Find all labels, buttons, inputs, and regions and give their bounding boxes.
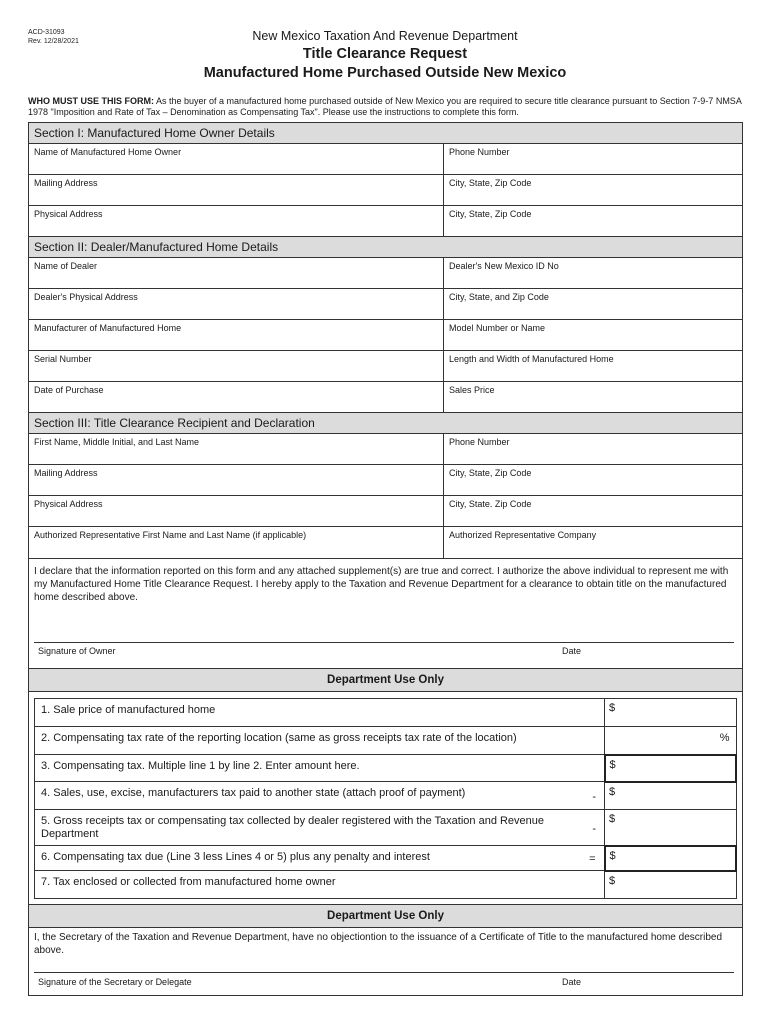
line-2-label	[35, 727, 605, 755]
model-field[interactable]: Model Number or Name	[449, 323, 546, 333]
recipient-physical-city-field[interactable]: City, State. Zip Code	[449, 499, 532, 509]
s3-row-physical	[29, 496, 742, 527]
form-title: Title Clearance Request	[302, 46, 468, 62]
line-6-label	[35, 846, 605, 871]
recipient-physical-address-field[interactable]: Physical Address	[29, 496, 444, 526]
dealer-physical-address-field[interactable]: Dealer's Physical Address	[29, 289, 444, 319]
owner-signature-line[interactable]	[34, 642, 734, 643]
owner-mailing-address-field[interactable]: Mailing Address	[29, 175, 444, 205]
section2-header: Section II: Dealer/Manufactured Home Details	[29, 237, 742, 258]
secretary-statement: I, the Secretary of the Taxation and Revenue Department, have no objectiontion to the issuance of a Certificate of Title to the manufactured home described above.	[34, 932, 723, 956]
form-revision: Rev. 12/28/2021	[28, 38, 79, 45]
s3-row-name	[29, 434, 742, 465]
serial-number-field[interactable]: Serial Number	[29, 351, 444, 381]
line-6-text: 6. Compensating tax due (Line 3 less Lines 4 or 5) plus any penalty and interest	[41, 851, 430, 863]
line-4-operator: -	[592, 791, 596, 803]
line-5-amount[interactable]: $	[605, 810, 737, 846]
section3-header: Section III: Title Clearance Recipient and Declaration	[29, 413, 742, 434]
representative-company-field[interactable]: Authorized Representative Company	[449, 530, 597, 540]
s2-row-serial	[29, 351, 742, 382]
dept-use-header-1: Department Use Only	[29, 668, 742, 692]
s2-row-dealer-address	[29, 289, 742, 320]
line-2-text: 2. Compensating tax rate of the reporting location (same as gross receipts tax rate of the location)	[41, 732, 517, 744]
line-6-amount[interactable]: $	[605, 846, 737, 871]
s1-row-mailing	[29, 175, 742, 206]
line-7-row	[35, 871, 737, 899]
line-3-row	[35, 755, 737, 782]
recipient-mailing-address-field[interactable]: Mailing Address	[29, 465, 444, 495]
s1-row-physical	[29, 206, 742, 237]
secretary-date-label: Date	[562, 977, 582, 987]
form-subtitle: Manufactured Home Purchased Outside New Mexico	[203, 65, 567, 81]
recipient-mailing-city-field[interactable]: City, State, Zip Code	[449, 468, 532, 478]
section1-header: Section I: Manufactured Home Owner Details	[29, 123, 742, 144]
dealer-nm-id-field[interactable]: Dealer's New Mexico ID No	[449, 261, 559, 271]
recipient-phone-field[interactable]: Phone Number	[449, 437, 510, 447]
owner-signature-label: Signature of Owner	[38, 646, 116, 656]
line-7-amount[interactable]: $	[605, 871, 737, 899]
line-5-operator: -	[592, 823, 596, 835]
dealer-name-field[interactable]: Name of Dealer	[29, 258, 444, 288]
agency-name: New Mexico Taxation And Revenue Department	[252, 29, 518, 43]
dealer-city-field[interactable]: City, State, and Zip Code	[449, 292, 549, 302]
owner-name-field[interactable]: Name of Manufactured Home Owner	[29, 144, 444, 174]
line-4-label	[35, 782, 605, 810]
line-1-row	[35, 699, 737, 727]
line-5-text: 5. Gross receipts tax or compensating tax collected by dealer registered with the Taxation and Revenue Department	[41, 815, 545, 840]
s2-row-manufacturer	[29, 320, 742, 351]
line-3-label	[35, 755, 605, 782]
dept-use-header-2: Department Use Only	[29, 904, 742, 928]
line-2-amount[interactable]	[605, 727, 737, 755]
purchase-date-field[interactable]: Date of Purchase	[29, 382, 444, 412]
manufacturer-field[interactable]: Manufacturer of Manufactured Home	[29, 320, 444, 350]
secretary-signature-label: Signature of the Secretary or Delegate	[38, 977, 192, 987]
line-3-amount[interactable]: $	[605, 755, 737, 782]
line-5-row	[35, 810, 737, 846]
owner-mailing-city-field[interactable]: City, State, Zip Code	[449, 178, 532, 188]
sales-price-field[interactable]: Sales Price	[449, 385, 495, 395]
secretary-signature-line[interactable]	[34, 972, 734, 973]
s3-row-mailing	[29, 465, 742, 496]
owner-physical-address-field[interactable]: Physical Address	[29, 206, 444, 236]
declaration-text: I declare that the information reported on this form and any attached supplement(s) are true and correct. I authorize the above individual to represent me with my Manufactured Home Title Clearance Request. I hereby apply to the Taxation and Revenue Department for a clearance to obtain title on the manufactured home described above.	[34, 566, 729, 603]
owner-date-label: Date	[562, 646, 582, 656]
line-6-row	[35, 846, 737, 871]
s1-row-owner	[29, 144, 742, 175]
dept-use-table	[34, 698, 737, 899]
line-5-label	[35, 810, 605, 846]
line-1-label	[35, 699, 605, 727]
representative-name-field[interactable]: Authorized Representative First Name and Last Name (if applicable)	[29, 527, 444, 558]
owner-phone-field[interactable]: Phone Number	[449, 147, 510, 157]
s2-row-purchase	[29, 382, 742, 413]
form-body	[28, 122, 743, 996]
line-4-amount[interactable]: $	[605, 782, 737, 810]
form-number: ACD-31093	[28, 29, 65, 36]
intro-text: As the buyer of a manufactured home purchased outside of New Mexico you are required to secure title clearance pursuant to Section 7-9-7 NMSA 1978 "Imposition and Rate of Tax – Denomination as Compensating Tax". Please use the instructions to complete this form.	[28, 96, 742, 117]
length-width-field[interactable]: Length and Width of Manufactured Home	[449, 354, 614, 364]
owner-physical-city-field[interactable]: City, State, Zip Code	[449, 209, 532, 219]
intro-label: WHO MUST USE THIS FORM:	[28, 96, 154, 106]
line-1-amount[interactable]: $	[605, 699, 737, 727]
s2-row-dealer	[29, 258, 742, 289]
intro-paragraph	[28, 96, 748, 118]
line-4-text: 4. Sales, use, excise, manufacturers tax paid to another state (attach proof of payment)	[41, 787, 466, 799]
line-6-operator: =	[589, 853, 596, 865]
line-4-row	[35, 782, 737, 810]
s3-row-representative	[29, 527, 742, 559]
line-2-row	[35, 727, 737, 755]
line-1-text: 1. Sale price of manufactured home	[41, 704, 216, 716]
line-2-percent: %	[719, 732, 730, 744]
line-3-text: 3. Compensating tax. Multiple line 1 by line 2. Enter amount here.	[41, 760, 360, 772]
line-7-text: 7. Tax enclosed or collected from manufactured home owner	[41, 876, 336, 888]
line-7-label	[35, 871, 605, 899]
recipient-name-field[interactable]: First Name, Middle Initial, and Last Name	[29, 434, 444, 464]
